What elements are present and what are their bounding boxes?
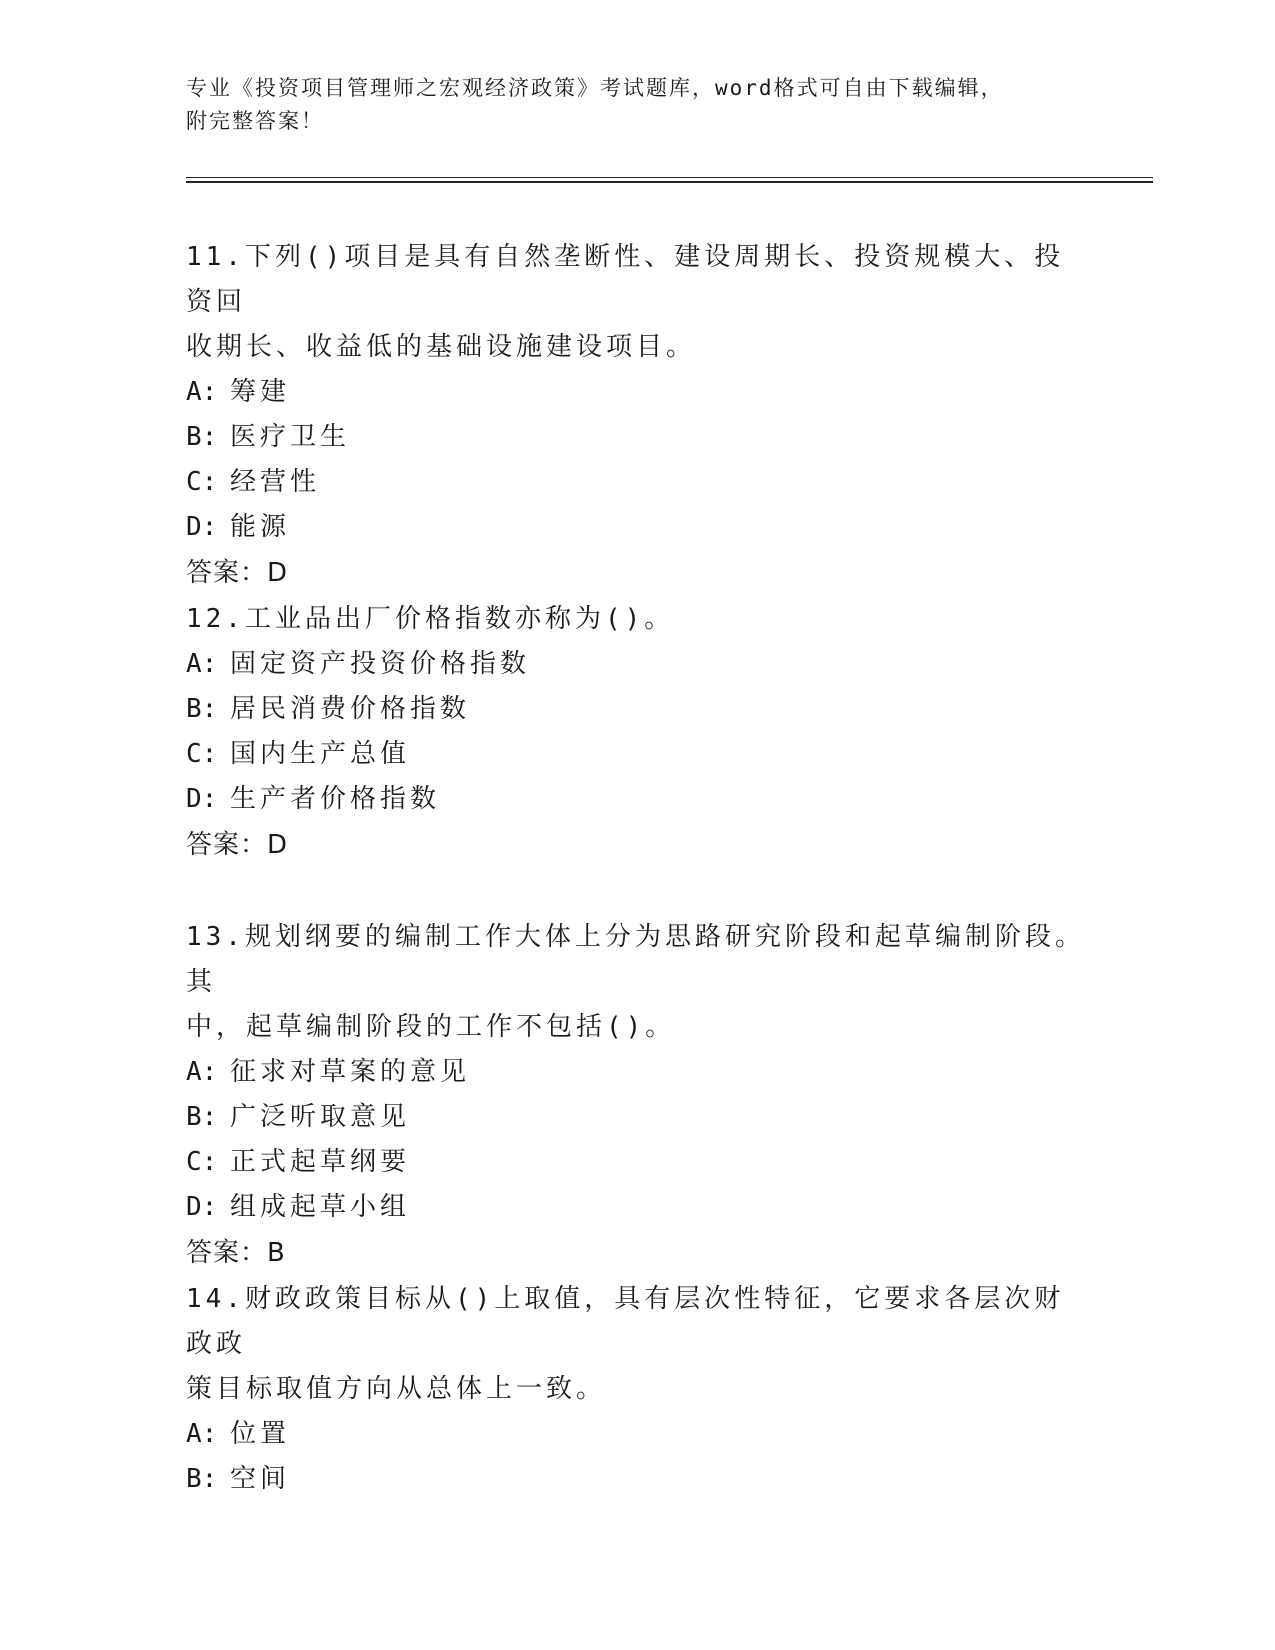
stem-line-2: 中，起草编制阶段的工作不包括()。 (186, 1012, 676, 1042)
option-key: B: (186, 694, 218, 724)
header-divider-thin (186, 177, 1153, 178)
option-key: B: (186, 1102, 218, 1132)
option-text: 位置 (230, 1419, 291, 1449)
stem-line-2: 收期长、收益低的基础设施建设项目。 (186, 332, 697, 362)
option-c (186, 1140, 1086, 1185)
option-key: D: (186, 1192, 218, 1222)
header-line-1: 专业《投资项目管理师之宏观经济政策》考试题库，word格式可自由下载编辑， (186, 76, 1004, 100)
option-text: 组成起草小组 (230, 1192, 411, 1222)
question-stem (186, 235, 1086, 370)
question-stem (186, 1277, 1086, 1412)
option-key: A: (186, 649, 218, 679)
option-d (186, 505, 1086, 550)
question-stem (186, 915, 1086, 1050)
option-text: 经营性 (230, 467, 321, 497)
option-c (186, 460, 1086, 505)
option-a (186, 370, 1086, 415)
option-key: C: (186, 1147, 218, 1177)
option-text: 广泛听取意见 (230, 1102, 411, 1132)
question-12 (186, 597, 1086, 868)
option-text: 医疗卫生 (230, 422, 351, 452)
stem-line-1: 14.财政政策目标从()上取值，具有层次性特征，它要求各层次财政政 (186, 1284, 1065, 1359)
stem-line-1: 11.下列()项目是具有自然垄断性、建设周期长、投资规模大、投资回 (186, 242, 1065, 317)
option-text: 固定资产投资价格指数 (230, 649, 531, 679)
option-key: C: (186, 467, 218, 497)
option-text: 国内生产总值 (230, 739, 411, 769)
question-13 (186, 915, 1086, 1276)
option-text: 正式起草纲要 (230, 1147, 411, 1177)
option-a (186, 1050, 1086, 1095)
option-a (186, 1412, 1086, 1457)
stem-line-1: 12.工业品出厂价格指数亦称为()。 (186, 604, 675, 634)
option-text: 能源 (230, 512, 291, 542)
option-text: 筹建 (230, 377, 291, 407)
option-b (186, 1457, 1086, 1502)
option-text: 空间 (230, 1464, 291, 1494)
option-text: 生产者价格指数 (230, 784, 441, 814)
option-key: B: (186, 1464, 218, 1494)
answer-line: 答案：B (186, 1238, 286, 1268)
option-text: 征求对草案的意见 (230, 1057, 471, 1087)
option-key: B: (186, 422, 218, 452)
option-key: C: (186, 739, 218, 769)
option-key: D: (186, 784, 218, 814)
question-stem (186, 597, 1086, 642)
question-14 (186, 1277, 1086, 1502)
stem-line-2: 策目标取值方向从总体上一致。 (186, 1374, 607, 1404)
option-key: A: (186, 1057, 218, 1087)
option-key: A: (186, 1419, 218, 1449)
option-key: D: (186, 512, 218, 542)
option-a (186, 642, 1086, 687)
stem-line-1: 13.规划纲要的编制工作大体上分为思路研究阶段和起草编制阶段。其 (186, 922, 1085, 997)
header-line-2: 附完整答案！ (186, 109, 324, 133)
question-11 (186, 235, 1086, 596)
option-b (186, 687, 1086, 732)
option-b (186, 415, 1086, 460)
option-c (186, 732, 1086, 777)
answer-line: 答案：D (186, 830, 289, 860)
option-text: 居民消费价格指数 (230, 694, 471, 724)
header-divider-thick (186, 181, 1153, 183)
option-d (186, 1185, 1086, 1230)
option-key: A: (186, 377, 218, 407)
document-header (186, 72, 1066, 138)
option-b (186, 1095, 1086, 1140)
option-d (186, 777, 1086, 822)
answer-line: 答案：D (186, 558, 289, 588)
